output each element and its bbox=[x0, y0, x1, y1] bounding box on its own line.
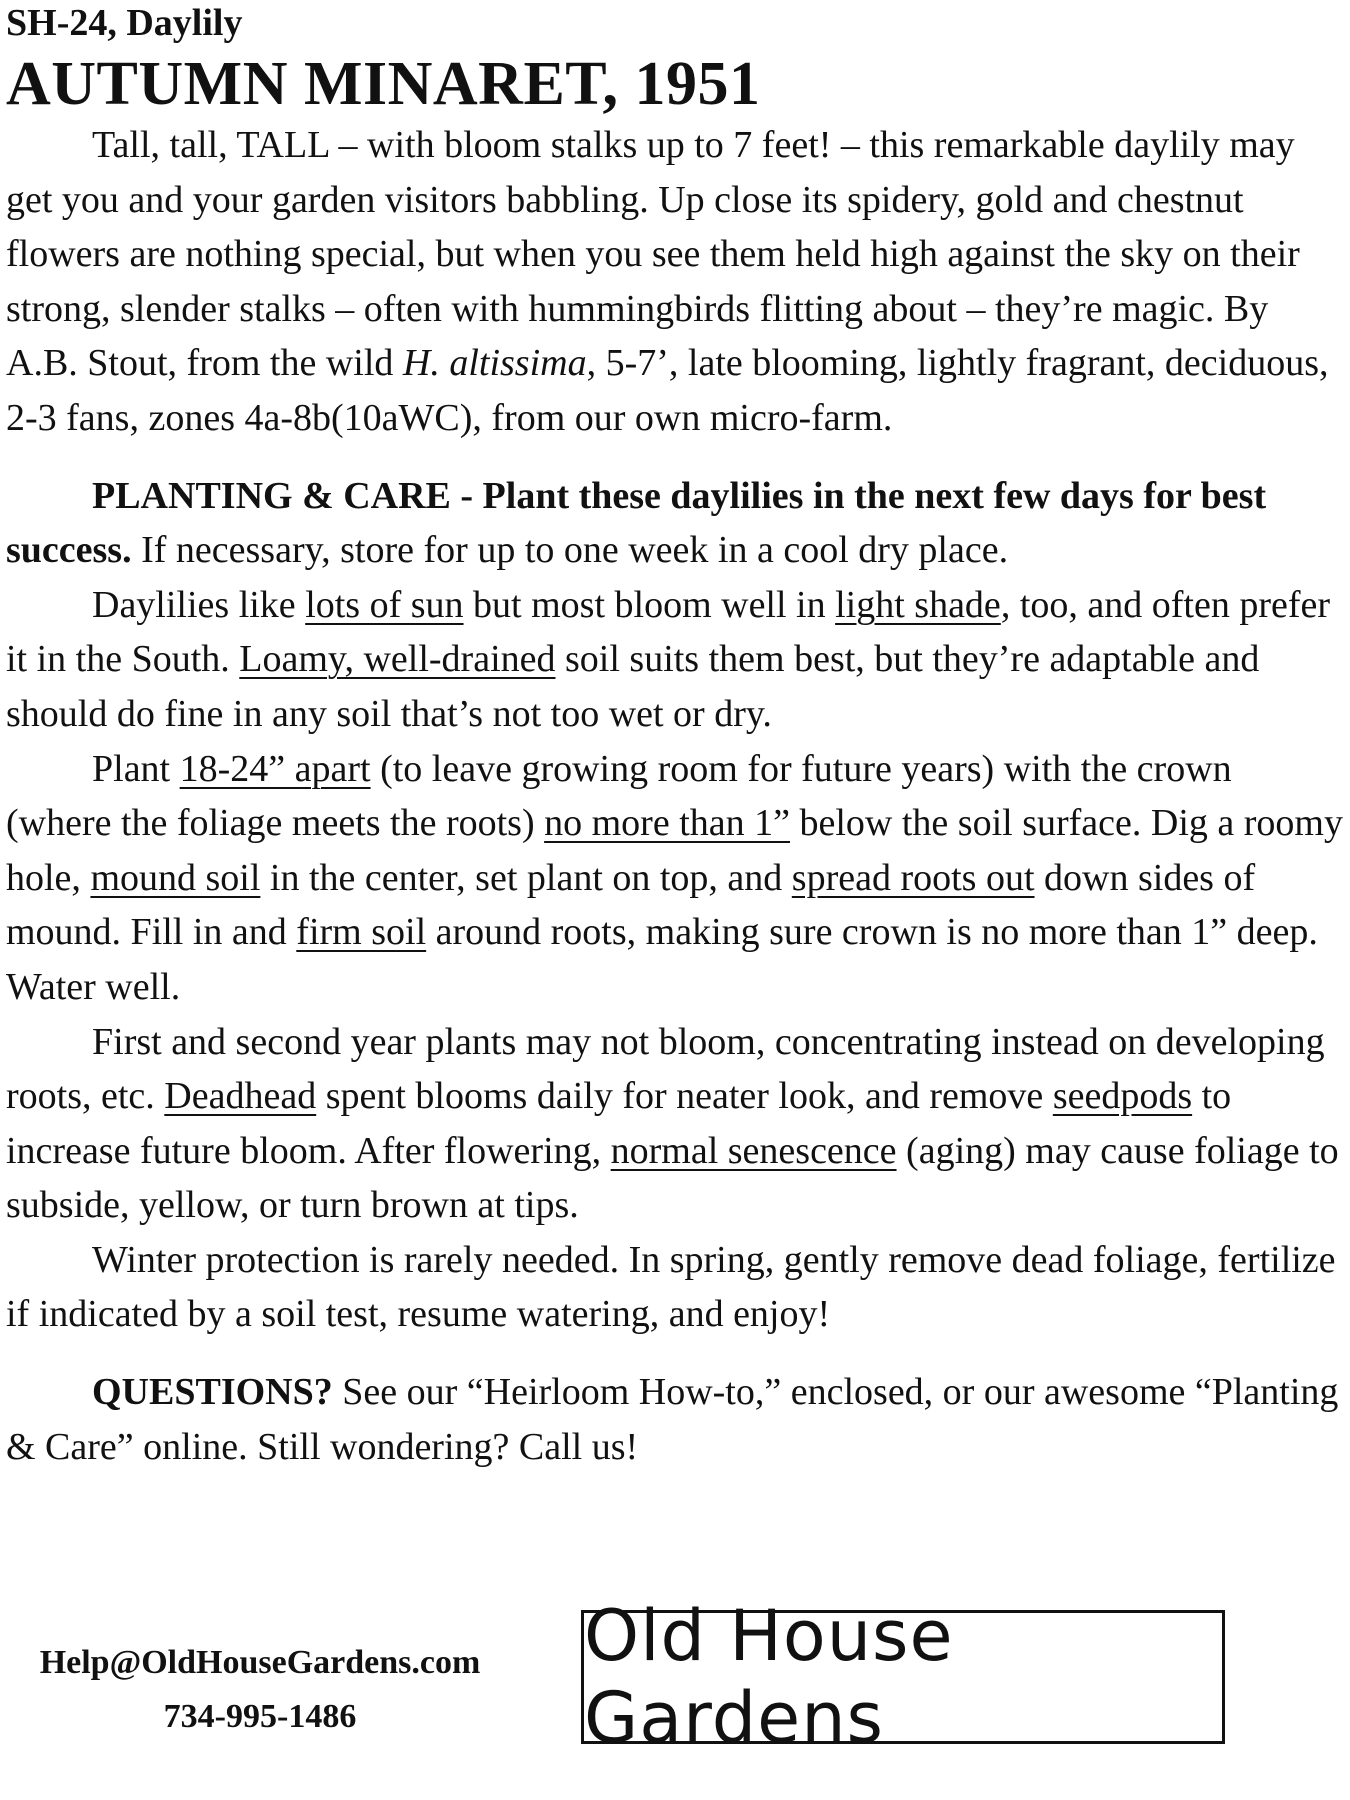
text-run: around roots, making sure crown is no more than 1” deep. Water well. bbox=[6, 911, 1318, 1008]
body-text bbox=[6, 118, 1346, 1474]
questions-text: See our “Heirloom How-to,” enclosed, or our awesome “Planting & Care” online. Still wondering? Call us! bbox=[6, 1371, 1339, 1468]
emphasis-spacing: 18-24” apart bbox=[179, 747, 371, 790]
text-run: to increase future bloom. After flowering, bbox=[6, 1075, 1232, 1172]
text-run: (to leave growing room for future years) with the crown (where the foliage meets the roots) bbox=[6, 747, 1232, 845]
product-code: SH-24, Daylily bbox=[6, 2, 243, 44]
phone-number: 734-995-1486 bbox=[163, 1698, 357, 1735]
text-run: in the center, set plant on top, and bbox=[260, 856, 792, 899]
emphasis-deadhead: Deadhead bbox=[164, 1075, 317, 1118]
text-run: Daylilies like bbox=[92, 583, 306, 626]
description-details: , 5-7’, late blooming, lightly fragrant, deciduous, 2-3 fans, zones 4a-8b(10aWC), from our own micro-farm. bbox=[6, 342, 1329, 439]
emphasis-senescence: normal senescence bbox=[610, 1129, 897, 1172]
bloom-care-paragraph bbox=[6, 1015, 1346, 1233]
text-run: below the soil surface. Dig a roomy hole, bbox=[6, 802, 1343, 899]
description-intro: Tall, tall, TALL – with bloom stalks up to 7 feet! – this remarkable daylily may get you and your garden visitors babbling. Up close its spidery, gold and chestnut flowers are nothing special, but when you see them held high against the sky on their strong, slender stalks – often with hummingbirds flitting about – they’re magic. By A.B. Stout, from the wild bbox=[6, 124, 1300, 385]
emphasis-firm: firm soil bbox=[296, 911, 427, 954]
emphasis-depth: no more than 1” bbox=[544, 802, 790, 845]
variety-title: AUTUMN MINARET, 1951 bbox=[6, 50, 761, 118]
description-paragraph bbox=[6, 118, 1346, 446]
emphasis-shade: light shade bbox=[835, 583, 1001, 626]
text-run: but most bloom well in bbox=[463, 583, 836, 626]
questions-paragraph bbox=[6, 1365, 1346, 1474]
company-logo: Old House Gardens bbox=[584, 1595, 954, 1759]
text-run: Plant bbox=[92, 747, 180, 790]
species-name: H. altissima bbox=[402, 342, 587, 385]
planting-depth-paragraph bbox=[6, 742, 1346, 1015]
questions-heading: QUESTIONS? bbox=[92, 1371, 333, 1414]
text-run: spent blooms daily for neater look, and remove bbox=[316, 1075, 1053, 1118]
text-run: down sides of mound. Fill in and bbox=[6, 856, 1256, 954]
sun-soil-paragraph bbox=[6, 578, 1346, 742]
emphasis-roots: spread roots out bbox=[791, 856, 1035, 899]
emphasis-mound: mound soil bbox=[90, 856, 261, 899]
email-link[interactable]: Help@OldHouseGardens.com bbox=[39, 1644, 481, 1681]
storage-note: If necessary, store for up to one week in a cool dry place. bbox=[131, 529, 1009, 572]
planting-heading: PLANTING & CARE - Plant these daylilies in the next few days for best success. bbox=[6, 474, 1267, 572]
logo-box bbox=[581, 1595, 1225, 1759]
contact-info bbox=[10, 1636, 510, 1744]
emphasis-seedpods: seedpods bbox=[1052, 1075, 1193, 1118]
text-run: , too, and often prefer it in the South. bbox=[6, 583, 1331, 681]
planting-intro-paragraph bbox=[6, 469, 1346, 578]
footer bbox=[0, 1595, 1350, 1780]
instruction-sheet bbox=[6, 0, 1346, 1474]
text-run: soil suits them best, but they’re adaptable and should do fine in any soil that’s not too wet or dry. bbox=[6, 638, 1260, 735]
emphasis-soil: Loamy, well-drained bbox=[239, 638, 556, 681]
text-run: First and second year plants may not bloom, concentrating instead on developing roots, etc. bbox=[6, 1020, 1325, 1118]
winter-paragraph: Winter protection is rarely needed. In spring, gently remove dead foliage, fertilize if indicated by a soil test, resume watering, and enjoy! bbox=[6, 1238, 1336, 1336]
text-run: (aging) may cause foliage to subside, yellow, or turn brown at tips. bbox=[6, 1129, 1339, 1227]
emphasis-sun: lots of sun bbox=[305, 583, 464, 626]
